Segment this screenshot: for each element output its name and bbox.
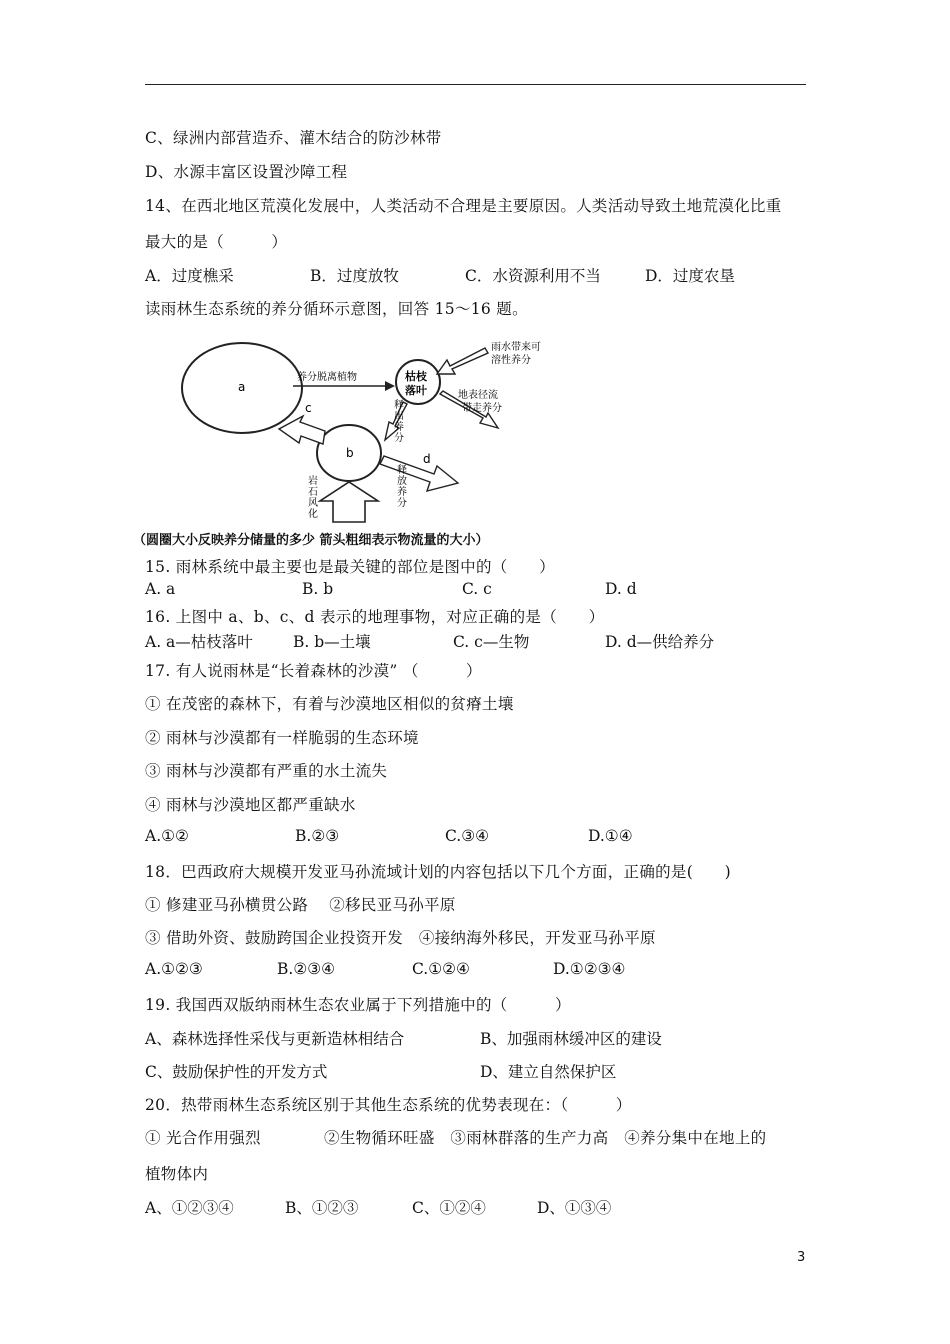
q20-option-d: D、①③④	[537, 1199, 612, 1217]
q14-option-a: A．过度樵采	[145, 267, 234, 285]
arrow-rock-weathering	[320, 482, 378, 522]
q16-option-b: B. b—土壤	[293, 633, 371, 651]
q14-option-b: B．过度放牧	[310, 267, 399, 285]
release-2-c: 养	[397, 487, 407, 498]
rain-text-1: 雨水带来可	[491, 342, 541, 353]
rock-text-4: 化	[308, 509, 318, 520]
q19-option-a: A、森林选择性采伐与更新造林相结合	[145, 1030, 405, 1048]
arrow-c	[279, 416, 325, 444]
q15-stem: 15. 雨林系统中最主要也是最关键的部位是图中的（ ）	[145, 558, 555, 576]
q14-stem-line1: 14、在西北地区荒漠化发展中，人类活动不合理是主要原因。人类活动导致土地荒漠化比重	[145, 197, 782, 215]
q15-option-c: C. c	[462, 580, 492, 598]
runoff-text-2: 带走养分	[462, 403, 502, 414]
q14-stem-line2: 最大的是（ ）	[145, 233, 288, 251]
release-1-d: 分	[394, 433, 404, 444]
arrow-nutrient-off-label: 养分脱离植物	[297, 372, 357, 383]
q18-option-b: B.②③④	[277, 960, 336, 978]
runoff-text-1: 地表径流	[458, 390, 498, 401]
q17-item-1: ① 在茂密的森林下，有着与沙漠地区相似的贫瘠土壤	[145, 695, 514, 713]
q18-option-d: D.①②③④	[553, 960, 626, 978]
q16-stem: 16. 上图中 a、b、c、d 表示的地理事物，对应正确的是（ ）	[145, 608, 605, 626]
q20-items-line1: ① 光合作用强烈 ②生物循环旺盛 ③雨林群落的生产力高 ④养分集中在地上的	[145, 1129, 767, 1147]
q14-option-c: C．水资源利用不当	[465, 267, 601, 285]
q19-option-c: C、鼓励保护性的开发方式	[145, 1063, 328, 1081]
diagram-caption: （圆圈大小反映养分储量的多少 箭头粗细表示物流量的大小）	[133, 533, 489, 548]
release-2-d: 分	[397, 498, 407, 509]
rock-text-3: 风	[308, 498, 318, 509]
q14-option-d: D．过度农垦	[645, 267, 735, 285]
label-d: d	[423, 452, 431, 466]
q18-option-a: A.①②③	[145, 960, 203, 978]
header-rule	[145, 84, 806, 85]
q19-option-d: D、建立自然保护区	[480, 1063, 617, 1081]
q17-option-a: A.①②	[145, 827, 189, 845]
diagram-intro: 读雨林生态系统的养分循环示意图，回答 15～16 题。	[145, 300, 528, 318]
label-b: b	[346, 446, 354, 460]
q17-option-b: B.②③	[295, 827, 340, 845]
q17-stem: 17. 有人说雨林是“长着森林的沙漠” （ ）	[145, 662, 482, 680]
rock-text-1: 岩	[308, 476, 318, 487]
label-a: a	[238, 380, 246, 394]
q18-items-line1: ① 修建亚马孙横贯公路 ②移民亚马孙平原	[145, 896, 456, 914]
release-2-b: 放	[397, 476, 407, 487]
q20-option-a: A、①②③④	[145, 1199, 234, 1217]
q17-item-3: ③ 雨林与沙漠都有严重的水土流失	[145, 762, 388, 780]
release-1-a: 释	[394, 400, 404, 411]
q17-option-d: D.①④	[588, 827, 633, 845]
q20-option-b: B、①②③	[285, 1199, 359, 1217]
q20-items-line2: 植物体内	[145, 1165, 209, 1183]
page-number: 3	[797, 1250, 806, 1265]
nutrient-cycle-diagram	[175, 336, 595, 526]
q17-item-2: ② 雨林与沙漠都有一样脆弱的生态环境	[145, 729, 419, 747]
q15-option-d: D. d	[605, 580, 637, 598]
litter-text-2: 落叶	[405, 384, 427, 397]
q16-option-d: D. d—供给养分	[605, 633, 715, 651]
q16-option-c: C. c—生物	[453, 633, 530, 651]
q13-option-c: C、绿洲内部营造乔、灌木结合的防沙林带	[145, 129, 442, 147]
release-2-a: 释	[397, 465, 407, 476]
q15-option-b: B. b	[302, 580, 334, 598]
q16-option-a: A. a—枯枝落叶	[145, 633, 253, 651]
release-1-b: 出	[394, 411, 404, 422]
q19-option-b: B、加强雨林缓冲区的建设	[480, 1030, 662, 1048]
rock-text-2: 石	[308, 487, 318, 498]
label-c: c	[305, 401, 312, 415]
q15-option-a: A. a	[145, 580, 176, 598]
release-1-c: 养	[394, 422, 404, 433]
rain-text-2: 溶性养分	[491, 355, 531, 366]
q20-option-c: C、①②④	[412, 1199, 486, 1217]
q17-item-4: ④ 雨林与沙漠地区都严重缺水	[145, 796, 356, 814]
q18-items-line2: ③ 借助外资、鼓励跨国企业投资开发 ④接纳海外移民，开发亚马孙平原	[145, 929, 656, 947]
q20-stem: 20．热带雨林生态系统区别于其他生态系统的优势表现在：（ ）	[145, 1096, 632, 1114]
arrow-rain	[437, 348, 488, 374]
q17-option-c: C.③④	[445, 827, 490, 845]
q13-option-d: D、水源丰富区设置沙障工程	[145, 163, 348, 181]
arrow-d	[380, 456, 458, 491]
q18-option-c: C.①②④	[412, 960, 470, 978]
litter-text-1: 枯枝	[405, 370, 427, 383]
q18-stem: 18．巴西政府大规模开发亚马孙流域计划的内容包括以下几个方面，正确的是( )	[145, 863, 732, 881]
q19-stem: 19. 我国西双版纳雨林生态农业属于下列措施中的（ ）	[145, 996, 571, 1014]
